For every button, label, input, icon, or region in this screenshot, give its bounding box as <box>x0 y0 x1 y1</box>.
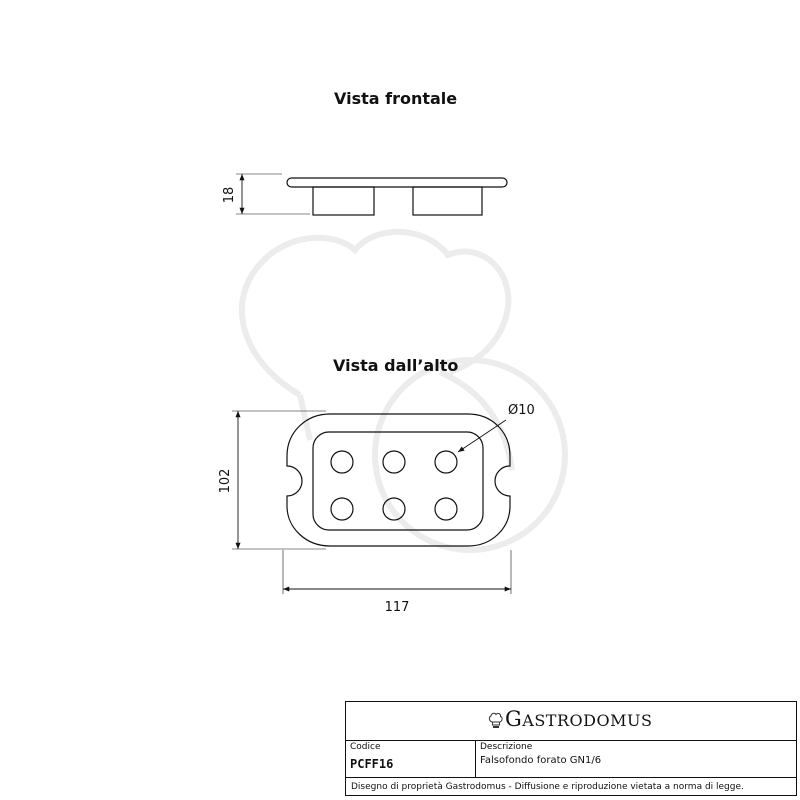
hole-2 <box>383 451 405 473</box>
height-dimension <box>222 174 310 214</box>
chef-hat-icon <box>488 711 504 729</box>
description-cell <box>476 740 796 777</box>
top-view-title: Vista dall’alto <box>333 356 459 375</box>
brand-logo <box>488 707 653 731</box>
hole-1 <box>331 451 353 473</box>
front-foot-left <box>313 187 374 215</box>
front-foot-right <box>413 187 482 215</box>
code-label: Codice <box>350 742 381 752</box>
brand-name <box>505 707 653 731</box>
title-block-info-row <box>346 740 796 778</box>
hole-4 <box>331 498 353 520</box>
hole-6 <box>435 498 457 520</box>
depth-dimension-label: 102 <box>218 468 233 494</box>
width-dimension-label: 117 <box>384 600 410 615</box>
description-value: Falsofondo forato GN1/6 <box>480 755 602 766</box>
chef-hat-watermark-icon <box>242 232 565 550</box>
front-view-title: Vista frontale <box>334 89 458 108</box>
front-view <box>287 178 507 215</box>
height-dimension-label: 18 <box>222 186 237 204</box>
code-cell <box>346 740 476 777</box>
code-value: PCFF16 <box>350 757 394 771</box>
title-block <box>345 701 797 796</box>
title-block-logo-row <box>346 702 796 741</box>
brand-initial: G <box>505 707 523 731</box>
front-rim <box>287 178 507 187</box>
top-view <box>287 414 510 546</box>
hole-3 <box>435 451 457 473</box>
copyright-notice: Disegno di proprietà Gastrodomus - Diffusione e riproduzione vietata a norma di legge. <box>351 782 744 792</box>
brand-rest: ASTRODOMUS <box>522 711 653 730</box>
width-dimension <box>283 550 511 615</box>
hole-diameter-label: Ø10 <box>508 403 535 418</box>
description-label: Descrizione <box>480 742 533 752</box>
